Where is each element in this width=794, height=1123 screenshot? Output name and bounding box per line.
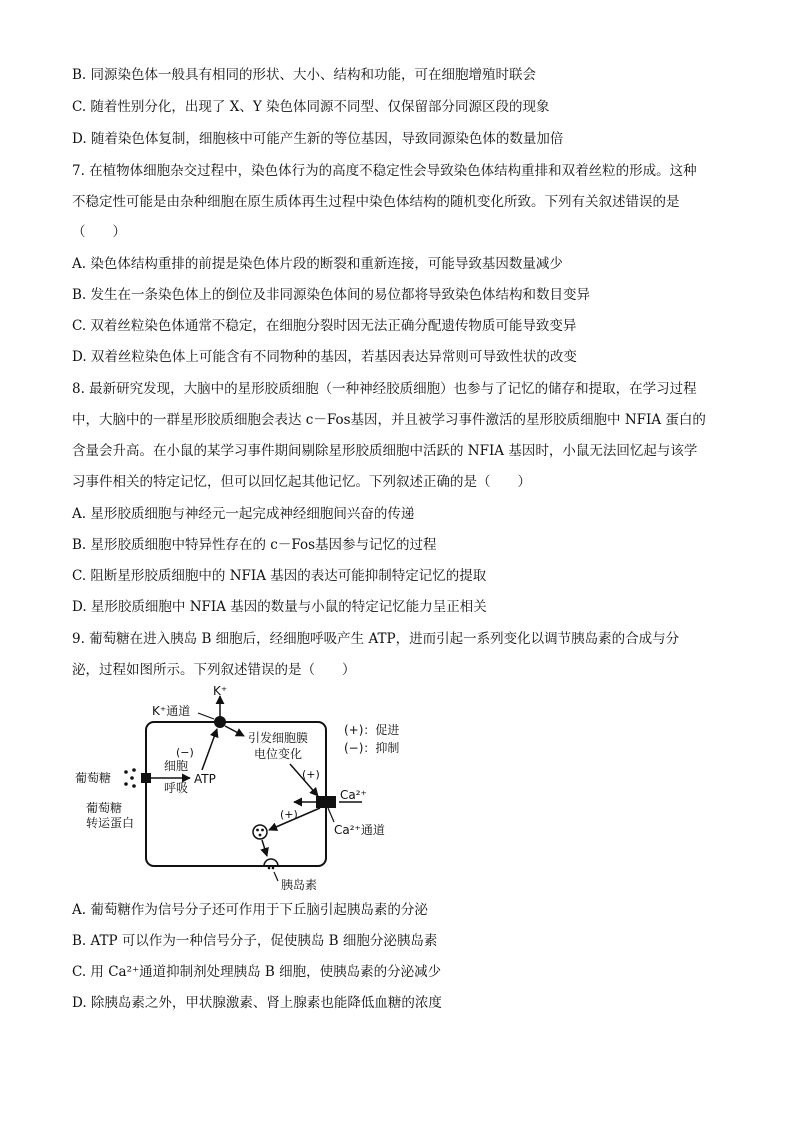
q7-stem-line-2: 不稳定性可能是由杂种细胞在原生质体再生过程中染色体结构的随机变化所致。下列有关叙述错误的是 [72, 194, 680, 210]
q9-option-d: D. 除胰岛素之外，甲状腺激素、肾上腺素也能降低血糖的浓度 [72, 995, 442, 1011]
ca-channel-marker [316, 796, 336, 808]
promote-mark-1: (+) [302, 768, 320, 781]
released-insulin [268, 867, 271, 870]
k-channel-pointer [198, 713, 214, 719]
respiration-label-2: 呼吸 [164, 781, 189, 795]
glucose-transporter-marker [141, 773, 151, 783]
legend-inhibit: (−)：抑制 [344, 741, 400, 755]
q8-option-b: B. 星形胶质细胞中特异性存在的 c－Fos基因参与记忆的过程 [72, 537, 437, 553]
q8-option-a: A. 星形胶质细胞与神经元一起完成神经细胞间兴奋的传递 [72, 506, 415, 522]
q8-stem-line-3: 含量会升高。在小鼠的某学习事件期间剔除星形胶质细胞中活跃的 NFIA 基因时，小鼠无法回忆起与该学 [72, 443, 698, 459]
respiration-label-1: 细胞 [164, 759, 189, 773]
q8-stem-line-1: 8. 最新研究发现，大脑中的星形胶质细胞（一种神经胶质细胞）也参与了记忆的储存和提取，在学习过程 [72, 381, 697, 397]
q7-option-d: D. 双着丝粒染色体上可能含有不同物种的基因，若基因表达异常则可导致性状的改变 [72, 349, 577, 365]
q9-option-b: B. ATP 可以作为一种信号分子，促使胰岛 B 细胞分泌胰岛素 [72, 933, 438, 949]
exocytosis-vesicle [264, 859, 278, 866]
q8-option-c: C. 阻断星形胶质细胞中的 NFIA 基因的表达可能抑制特定记忆的提取 [72, 568, 487, 584]
ca-channel-label: Ca²⁺通道 [334, 823, 385, 837]
q8-stem-line-4: 习事件相关的特定记忆，但可以回忆起其他记忆。下列叙述正确的是（ ） [72, 474, 531, 490]
glucose-dot [124, 782, 128, 786]
q9-option-a: A. 葡萄糖作为信号分子还可作用于下丘脑引起胰岛素的分泌 [72, 902, 428, 918]
released-insulin [272, 867, 275, 870]
promote-mark-2: (+) [280, 808, 298, 821]
glucose-label: 葡萄糖 [75, 771, 112, 785]
q9-stem-line-1: 9. 葡萄糖在进入胰岛 B 细胞后，经细胞呼吸产生 ATP，进而引起一系列变化以调节胰岛素的合成与分 [72, 631, 680, 647]
glucose-dot [132, 768, 136, 772]
q7-answer-blank: （ ） [72, 224, 126, 240]
atp-inhibition-arrow [202, 729, 217, 770]
q7-option-c: C. 双着丝粒染色体通常不稳定，在细胞分裂时因无法正确分配遗传物质可能导致变异 [72, 318, 577, 334]
membrane-change-label-1: 引发细胞膜 [248, 731, 309, 745]
ca-ion-label: Ca²⁺ [340, 788, 367, 802]
q6-option-c: C. 随着性别分化，出现了 X、Y 染色体同源不同型、仅保留部分同源区段的现象 [72, 99, 550, 115]
q8-stem-line-2: 中，大脑中的一群星形胶质细胞会表达 c－Fos基因，并且被学习事件激活的星形胶质细胞中 NFIA 蛋白的 [72, 412, 706, 428]
q7-stem-line-1: 7. 在植物体细胞杂交过程中，染色体行为的高度不稳定性会导致染色体结构重排和双着丝粒的形成。这种 [72, 163, 697, 179]
inhibit-mark: (−) [176, 746, 194, 759]
insulin-pointer [274, 872, 278, 881]
insulin-vesicle [253, 825, 267, 839]
insulin-granule [261, 829, 264, 832]
insulin-granule [256, 829, 259, 832]
k-channel-label: K⁺通道 [152, 704, 191, 718]
q7-option-b: B. 发生在一条染色体上的倒位及非同源染色体间的易位都将导致染色体结构和数目变异 [72, 287, 591, 303]
glucose-dot [132, 784, 136, 788]
ca-channel-pointer [328, 808, 334, 822]
legend-promote: (+)：促进 [344, 723, 400, 737]
exocytosis-arrow [262, 840, 267, 856]
atp-label: ATP [194, 772, 216, 786]
q6-option-b: B. 同源染色体一般具有相同的形状、大小、结构和功能，可在细胞增殖时联会 [72, 67, 537, 83]
insulin-granule [259, 834, 262, 837]
q7-option-a: A. 染色体结构重排的前提是染色体片段的断裂和重新连接，可能导致基因数量减少 [72, 256, 563, 272]
transporter-label-1: 葡萄糖 [86, 801, 123, 815]
q9-stem-line-2: 泌，过程如图所示。下列叙述错误的是（ ） [72, 662, 356, 678]
transporter-label-2: 转运蛋白 [86, 816, 135, 830]
membrane-change-label-2: 电位变化 [254, 747, 303, 761]
insulin-regulation-diagram [72, 684, 412, 894]
insulin-label: 胰岛素 [281, 878, 318, 892]
glucose-dot [130, 776, 134, 780]
glucose-dot [124, 770, 128, 774]
q6-option-d: D. 随着染色体复制，细胞核中可能产生新的等位基因，导致同源染色体的数量加倍 [72, 131, 564, 147]
k-channel-marker [214, 716, 226, 728]
depolarization-arrow [225, 726, 244, 736]
q8-option-d: D. 星形胶质细胞中 NFIA 基因的数量与小鼠的特定记忆能力呈正相关 [72, 599, 487, 615]
k-ion-label: K⁺ [213, 684, 228, 698]
q9-option-c: C. 用 Ca²⁺通道抑制剂处理胰岛 B 细胞，使胰岛素的分泌减少 [72, 964, 442, 980]
